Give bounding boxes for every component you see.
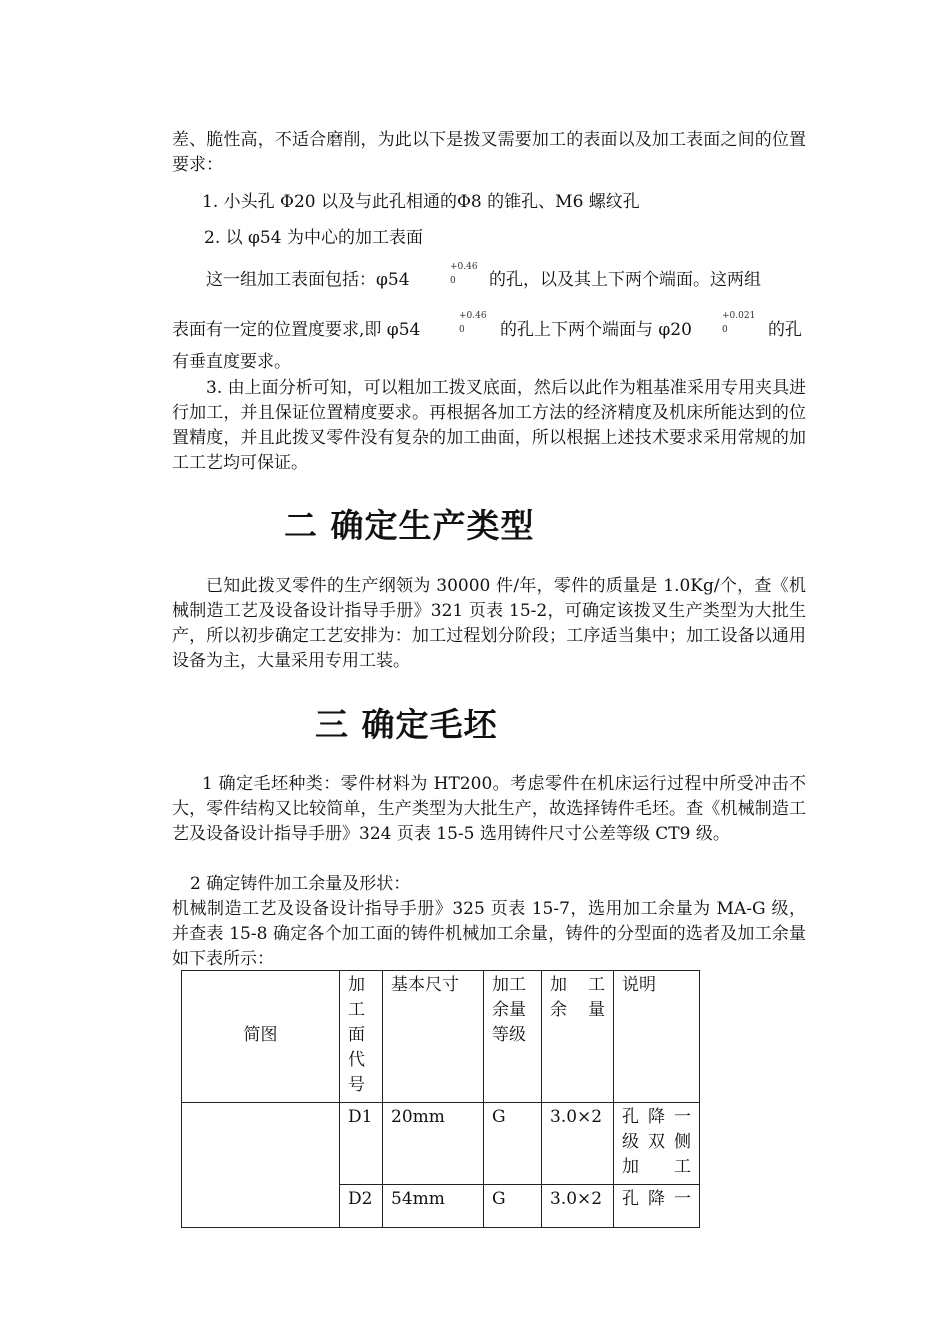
requirement-item-2: 2. 以 φ54 为中心的加工表面 (204, 228, 423, 248)
table-cell: 3.0×2 (542, 1103, 614, 1185)
intro-paragraph: 差、脆性高，不适合磨削，为此以下是拨叉需要加工的表面以及加工表面之间的位置要求： (172, 130, 806, 175)
section-heading-3: 三 确定毛坯 (315, 705, 498, 744)
table-header-cell: 加 工 余量 (542, 971, 614, 1103)
group-line-2-a: 表面有一定的位置度要求,即 φ54 (172, 320, 421, 340)
table-cell: D1 (340, 1103, 383, 1185)
allowance-table (181, 970, 700, 1228)
tolerance-lower-020: 0 (722, 325, 728, 335)
table-row (182, 1103, 700, 1185)
table-cell: 3.0×2 (542, 1185, 614, 1228)
table-header-cell: 加工余量等级 (484, 971, 542, 1103)
table-cell: 孔 降 一级 双 侧加工 (614, 1103, 700, 1185)
table-header-cell: 说明 (614, 971, 700, 1103)
tolerance-upper-054: +0.46 (450, 262, 478, 272)
group-line-1-a: 这一组加工表面包括：φ54 (206, 270, 410, 290)
tolerance-upper-054-b: +0.46 (459, 311, 487, 321)
production-type-paragraph: 已知此拨叉零件的生产纲领为 30000 件/年，零件的质量是 1.0Kg/个，查《机械制造工艺及设备设计指导手册》321 页表 15-2，可确定该拨叉生产类型为大批生产，所以初步确定工艺安排为：加工过程划分阶段；工序适当集中；加工设备以通用设备为主，大量采用专用工装。 (172, 576, 806, 671)
table-cell: 54mm (383, 1185, 484, 1228)
table-cell: G (484, 1103, 542, 1185)
group-line-2-b: 的孔上下两个端面与 φ20 (500, 320, 692, 340)
tolerance-lower-054: 0 (450, 276, 456, 286)
section-heading-2: 二 确定生产类型 (284, 506, 535, 545)
tolerance-upper-020: +0.021 (722, 311, 756, 321)
requirement-item-3: 3. 由上面分析可知，可以粗加工拨叉底面，然后以此作为粗基准采用专用夹具进行加工，并且保证位置精度要求。再根据各加工方法的经济精度及机床所能达到的位置精度，并且此拨叉零件没有复杂的加工曲面，所以根据上述技术要求采用常规的加工工艺均可保证。 (172, 378, 806, 473)
table-header-cell (340, 971, 383, 1103)
table-cell-sketch (182, 1103, 340, 1228)
tolerance-lower-054-b: 0 (459, 325, 465, 335)
group-line-1-b: 的孔，以及其上下两个端面。这两组 (489, 270, 761, 290)
table-header-cell: 简图 (182, 971, 340, 1103)
requirement-item-1: 1. 小头孔 Φ20 以及与此孔相通的Φ8 的锥孔、M6 螺纹孔 (202, 192, 640, 212)
table-header-text: 加工面代号 (348, 975, 365, 1095)
allowance-title: 2 确定铸件加工余量及形状： (190, 874, 411, 894)
group-line-2-c: 的孔 (768, 320, 802, 340)
blank-type-paragraph: 1 确定毛坯种类：零件材料为 HT200。考虑零件在机床运行过程中所受冲击不大，零件结构又比较简单，生产类型为大批生产，故选择铸件毛坯。查《机械制造工艺及设备设计指导手册》324 页表 15-5 选用铸件尺寸公差等级 CT9 级。 (172, 774, 806, 844)
table-cell: D2 (340, 1185, 383, 1228)
group-line-3: 有垂直度要求。 (172, 352, 291, 372)
table-cell: 20mm (383, 1103, 484, 1185)
table-cell: 孔 降 一 (614, 1185, 700, 1228)
table-cell: G (484, 1185, 542, 1228)
table-header-cell: 基本尺寸 (383, 971, 484, 1103)
table-header-row (182, 971, 700, 1103)
allowance-paragraph: 机械制造工艺及设备设计指导手册》325 页表 15-7，选用加工余量为 MA-G 级，并查表 15-8 确定各个加工面的铸件机械加工余量，铸件的分型面的选者及加工余量如下表所示： (172, 899, 806, 969)
